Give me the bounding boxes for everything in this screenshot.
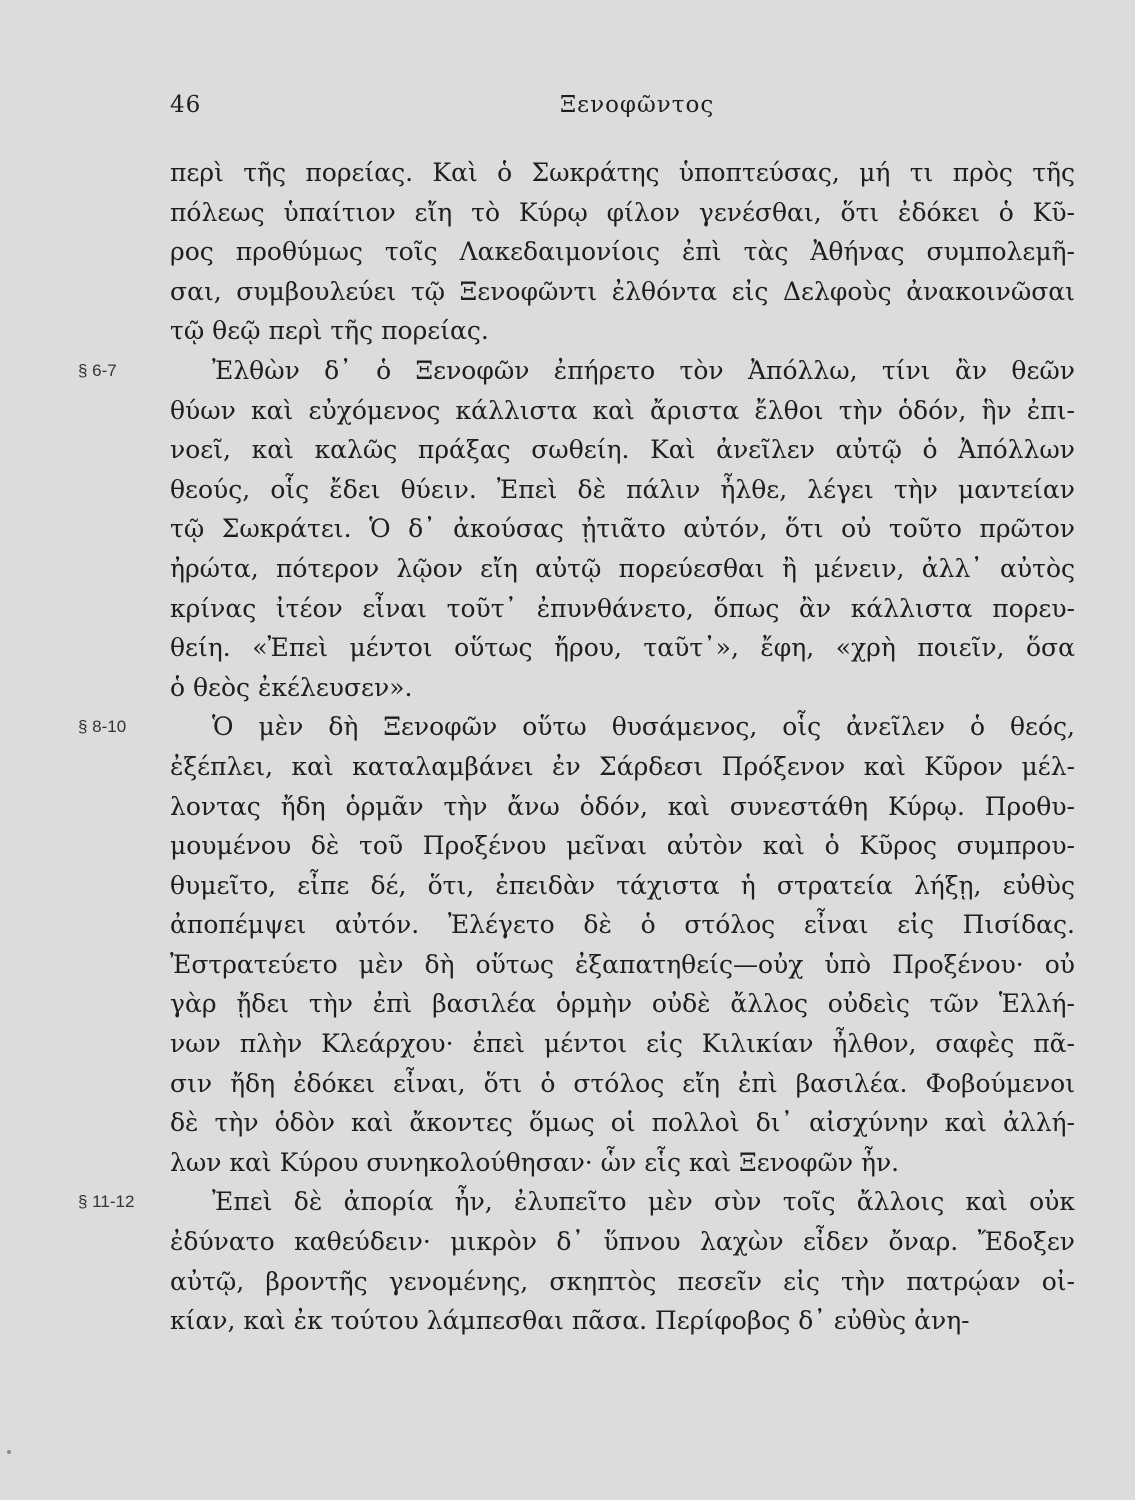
- text-line: ὁ θεὸς ἐκέλευσεν».: [170, 672, 413, 702]
- text-line: σαι, συμβουλεύει τῷ Ξενοφῶντι ἐλθόντα εἰς Δελφοὺς ἀνακοινῶσαι: [170, 276, 1075, 306]
- page-number: 46: [170, 92, 202, 118]
- text-line: θείη. «Ἐπεὶ μέντοι οὕτως ἤρου, ταῦτ᾽», ἔφη, «χρὴ ποιεῖν, ὅσα: [170, 633, 1075, 663]
- text-line: θύων καὶ εὐχόμενος κάλλιστα καὶ ἄριστα ἔλθοι τὴν ὁδόν, ἣν ἐπι-: [170, 395, 1075, 425]
- text-line: ἠρώτα, πότερον λῷον εἴη αὐτῷ πορεύεσθαι ἢ μένειν, ἀλλ᾽ αὐτὸς: [170, 553, 1075, 583]
- section-reference: § 11-12: [78, 1192, 135, 1212]
- text-line: Ἐστρατεύετο μὲν δὴ οὕτως ἐξαπατηθείς—οὐχ ὑπὸ Προξένου· οὐ: [170, 949, 1075, 979]
- running-title: Ξενοφῶντος: [560, 92, 715, 118]
- text-line: Ὁ μὲν δὴ Ξενοφῶν οὕτω θυσάμενος, οἷς ἀνεῖλεν ὁ θεός,: [212, 712, 1075, 742]
- page-header: [170, 92, 1070, 126]
- text-line: δὲ τὴν ὁδὸν καὶ ἄκοντες ὅμως οἱ πολλοὶ δι᾽ αἰσχύνην καὶ ἀλλή-: [170, 1108, 1075, 1138]
- paragraph: [78, 351, 1075, 707]
- text-line: γὰρ ᾔδει τὴν ἐπὶ βασιλέα ὁρμὴν οὐδὲ ἄλλος οὐδεὶς τῶν Ἑλλή-: [170, 989, 1075, 1019]
- text-line: ἐδύνατο καθεύδειν· μικρὸν δ᾽ ὕπνου λαχὼν εἶδεν ὄναρ. Ἔδοξεν: [170, 1227, 1075, 1257]
- text-line: ἀποπέμψει αὐτόν. Ἐλέγετο δὲ ὁ στόλος εἶναι εἰς Πισίδας.: [170, 910, 1075, 940]
- text-line: λοντας ἤδη ὁρμᾶν τὴν ἄνω ὁδόν, καὶ συνεστάθη Κύρῳ. Προθυ-: [170, 791, 1075, 821]
- section-reference: § 8-10: [78, 717, 127, 737]
- paragraph: [78, 1182, 1075, 1340]
- text-line: Ἐλθὼν δ᾽ ὁ Ξενοφῶν ἐπήρετο τὸν Ἀπόλλω, τίνι ἂν θεῶν: [212, 355, 1075, 385]
- text-line: ἐξέπλει, καὶ καταλαμβάνει ἐν Σάρδεσι Πρόξενον καὶ Κῦρον μέλ-: [170, 751, 1075, 781]
- text-line: τῷ θεῷ περὶ τῆς πορείας.: [170, 316, 489, 346]
- paper-speck: [7, 1450, 11, 1454]
- section-reference: § 6-7: [78, 360, 117, 380]
- text-line: περὶ τῆς πορείας. Καὶ ὁ Σωκράτης ὑποπτεύσας, μή τι πρὸς τῆς: [170, 158, 1075, 187]
- text-line: κρίνας ἰτέον εἶναι τοῦτ᾽ ἐπυνθάνετο, ὅπως ἂν κάλλιστα πορευ-: [170, 593, 1075, 623]
- text-line: νοεῖ, καὶ καλῶς πράξας σωθείη. Καὶ ἀνεῖλεν αὐτῷ ὁ Ἀπόλλων: [170, 435, 1075, 465]
- text-line: θυμεῖτο, εἶπε δέ, ὅτι, ἐπειδὰν τάχιστα ἡ στρατεία λήξῃ, εὐθὺς: [170, 870, 1075, 900]
- body-text: [78, 153, 1075, 1341]
- text-line: μουμένου δὲ τοῦ Προξένου μεῖναι αὐτὸν καὶ ὁ Κῦρος συμπρου-: [170, 831, 1075, 861]
- text-line: νων πλὴν Κλεάρχου· ἐπεὶ μέντοι εἰς Κιλικίαν ἦλθον, σαφὲς πᾶ-: [170, 1029, 1075, 1059]
- text-line: ρος προθύμως τοῖς Λακεδαιμονίοις ἐπὶ τὰς Ἀθήνας συμπολεμῆ-: [170, 237, 1075, 267]
- paragraph: [78, 707, 1075, 1182]
- paragraph: [170, 153, 1075, 351]
- text-line: σιν ἤδη ἐδόκει εἶναι, ὅτι ὁ στόλος εἴη ἐπὶ βασιλέα. Φοβούμενοι: [170, 1068, 1075, 1098]
- text-line: τῷ Σωκράτει. Ὁ δ᾽ ἀκούσας ᾐτιᾶτο αὐτόν, ὅτι οὐ τοῦτο πρῶτον: [170, 514, 1075, 544]
- text-line: λων καὶ Κύρου συνηκολούθησαν· ὧν εἷς καὶ Ξενοφῶν ἦν.: [170, 1147, 900, 1177]
- text-line: θεούς, οἷς ἔδει θύειν. Ἐπεὶ δὲ πάλιν ἦλθε, λέγει τὴν μαντείαν: [170, 474, 1075, 504]
- text-line: κίαν, καὶ ἐκ τούτου λάμπεσθαι πᾶσα. Περίφοβος δ᾽ εὐθὺς ἀνη-: [170, 1306, 970, 1336]
- text-line: αὐτῷ, βροντῆς γενομένης, σκηπτὸς πεσεῖν εἰς τὴν πατρῴαν οἰ-: [170, 1266, 1075, 1296]
- text-line: πόλεως ὑπαίτιον εἴη τὸ Κύρῳ φίλον γενέσθαι, ὅτι ἐδόκει ὁ Κῦ-: [170, 197, 1075, 227]
- text-line: Ἐπεὶ δὲ ἀπορία ἦν, ἐλυπεῖτο μὲν σὺν τοῖς ἄλλοις καὶ οὐκ: [212, 1187, 1075, 1217]
